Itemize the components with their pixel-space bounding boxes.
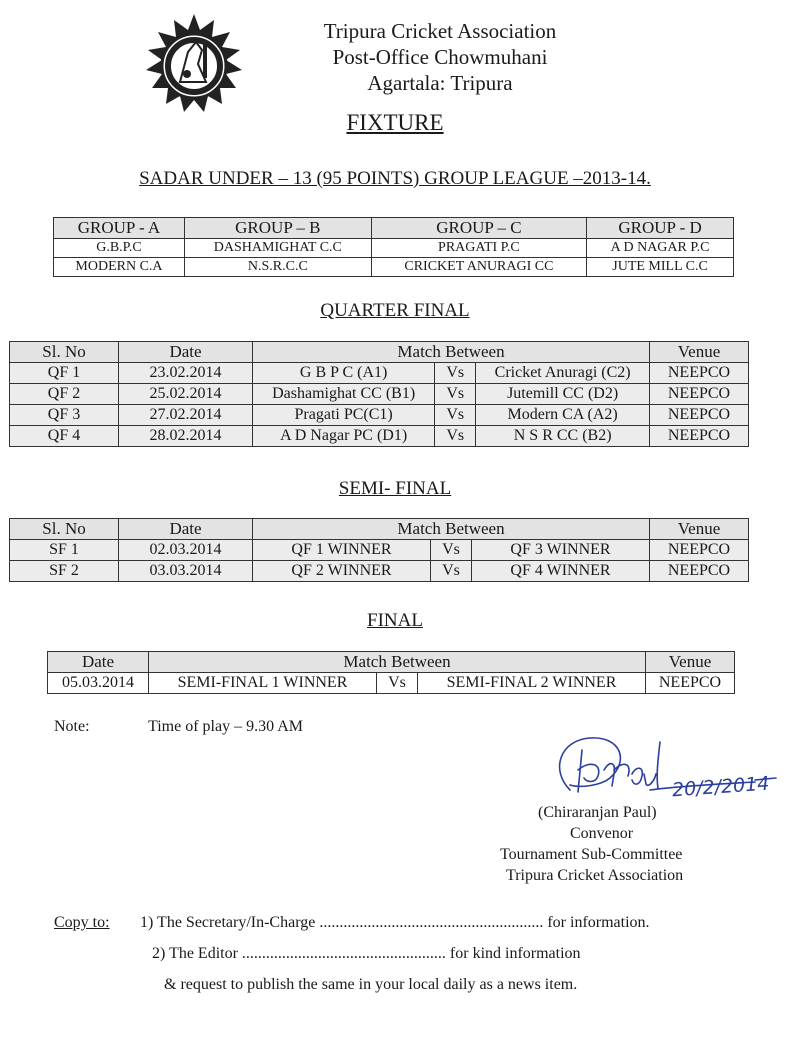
col-header-date: Date [119, 519, 253, 540]
col-header-sl: Sl. No [10, 519, 119, 540]
col-header-venue: Venue [646, 652, 735, 673]
table-row [10, 363, 749, 384]
org-address-line2: Agartala: Tripura [367, 71, 513, 95]
copy-to-label: Copy to: [54, 914, 110, 931]
vs-cell: Vs [377, 673, 418, 694]
team2-cell: Cricket Anuragi (C2) [476, 363, 650, 384]
group-team: N.S.R.C.C [184, 258, 371, 277]
venue-cell: NEEPCO [650, 561, 749, 582]
quarter-final-title: QUARTER FINAL [320, 300, 470, 321]
group-header: GROUP – C [371, 218, 586, 239]
table-row [10, 405, 749, 426]
team2-cell: QF 4 WINNER [472, 561, 650, 582]
team1-cell: QF 2 WINNER [253, 561, 431, 582]
group-team: MODERN C.A [54, 258, 185, 277]
signatory-name: (Chiraranjan Paul) [538, 804, 657, 821]
final-table [47, 651, 735, 694]
venue-cell: NEEPCO [650, 405, 749, 426]
team1-cell: QF 1 WINNER [253, 540, 431, 561]
col-header-date: Date [119, 342, 253, 363]
date-cell: 27.02.2014 [119, 405, 253, 426]
team2-cell: N S R CC (B2) [476, 426, 650, 447]
semi-final-title: SEMI- FINAL [338, 478, 452, 499]
sl-cell: SF 2 [10, 561, 119, 582]
vs-cell: Vs [435, 363, 476, 384]
vs-cell: Vs [435, 405, 476, 426]
date-cell: 05.03.2014 [48, 673, 149, 694]
group-team: A D NAGAR P.C [587, 239, 734, 258]
venue-cell: NEEPCO [650, 540, 749, 561]
semi-final-table [9, 518, 749, 582]
col-header-match: Match Between [253, 342, 650, 363]
signatory-role: Convenor [570, 825, 634, 842]
note-label: Note: [54, 718, 90, 735]
team2-cell: QF 3 WINNER [472, 540, 650, 561]
date-cell: 23.02.2014 [119, 363, 253, 384]
table-row [10, 426, 749, 447]
team2-cell: Modern CA (A2) [476, 405, 650, 426]
sl-cell: QF 2 [10, 384, 119, 405]
group-header: GROUP – B [184, 218, 371, 239]
org-address-line1: Post-Office Chowmuhani [332, 45, 548, 69]
team1-cell: SEMI-FINAL 1 WINNER [149, 673, 377, 694]
group-team: PRAGATI P.C [371, 239, 586, 258]
table-row [48, 673, 735, 694]
vs-cell: Vs [431, 561, 472, 582]
group-team: G.B.P.C [54, 239, 185, 258]
date-cell: 28.02.2014 [119, 426, 253, 447]
group-team: CRICKET ANURAGI CC [371, 258, 586, 277]
venue-cell: NEEPCO [650, 363, 749, 384]
groups-table [53, 217, 734, 277]
col-header-date: Date [48, 652, 149, 673]
league-title: SADAR UNDER – 13 (95 POINTS) GROUP LEAGUE –2013-14. [139, 168, 651, 189]
table-row [10, 384, 749, 405]
final-title: FINAL [367, 610, 423, 631]
vs-cell: Vs [435, 426, 476, 447]
copy-to-line3: & request to publish the same in your local daily as a news item. [164, 976, 578, 993]
signatory-committee: Tournament Sub-Committee [500, 846, 683, 863]
group-header: GROUP - D [587, 218, 734, 239]
venue-cell: NEEPCO [646, 673, 735, 694]
copy-to-line1: 1) The Secretary/In-Charge ........................................................ for information. [140, 914, 650, 931]
table-row [10, 540, 749, 561]
vs-cell: Vs [435, 384, 476, 405]
team1-cell: A D Nagar PC (D1) [253, 426, 435, 447]
venue-cell: NEEPCO [650, 384, 749, 405]
col-header-sl: Sl. No [10, 342, 119, 363]
team1-cell: G B P C (A1) [253, 363, 435, 384]
team2-cell: Jutemill CC (D2) [476, 384, 650, 405]
note-text: Time of play – 9.30 AM [148, 718, 303, 735]
group-team: JUTE MILL C.C [587, 258, 734, 277]
venue-cell: NEEPCO [650, 426, 749, 447]
sl-cell: SF 1 [10, 540, 119, 561]
date-cell: 03.03.2014 [119, 561, 253, 582]
vs-cell: Vs [431, 540, 472, 561]
col-header-venue: Venue [650, 519, 749, 540]
copy-to-line2: 2) The Editor ................................................... for kind information [152, 945, 581, 962]
sl-cell: QF 1 [10, 363, 119, 384]
date-cell: 02.03.2014 [119, 540, 253, 561]
group-team: DASHAMIGHAT C.C [184, 239, 371, 258]
tca-logo [140, 12, 248, 120]
team1-cell: Dashamighat CC (B1) [253, 384, 435, 405]
col-header-match: Match Between [149, 652, 646, 673]
table-row [10, 561, 749, 582]
date-cell: 25.02.2014 [119, 384, 253, 405]
col-header-match: Match Between [253, 519, 650, 540]
sl-cell: QF 3 [10, 405, 119, 426]
team1-cell: Pragati PC(C1) [253, 405, 435, 426]
col-header-venue: Venue [650, 342, 749, 363]
signatory-org: Tripura Cricket Association [506, 867, 684, 884]
sl-cell: QF 4 [10, 426, 119, 447]
group-header: GROUP - A [54, 218, 185, 239]
quarter-final-table [9, 341, 749, 447]
doc-title: FIXTURE [346, 110, 444, 135]
org-name: Tripura Cricket Association [323, 19, 557, 43]
signature-date: 20/2/2014 [671, 772, 771, 802]
team2-cell: SEMI-FINAL 2 WINNER [418, 673, 646, 694]
